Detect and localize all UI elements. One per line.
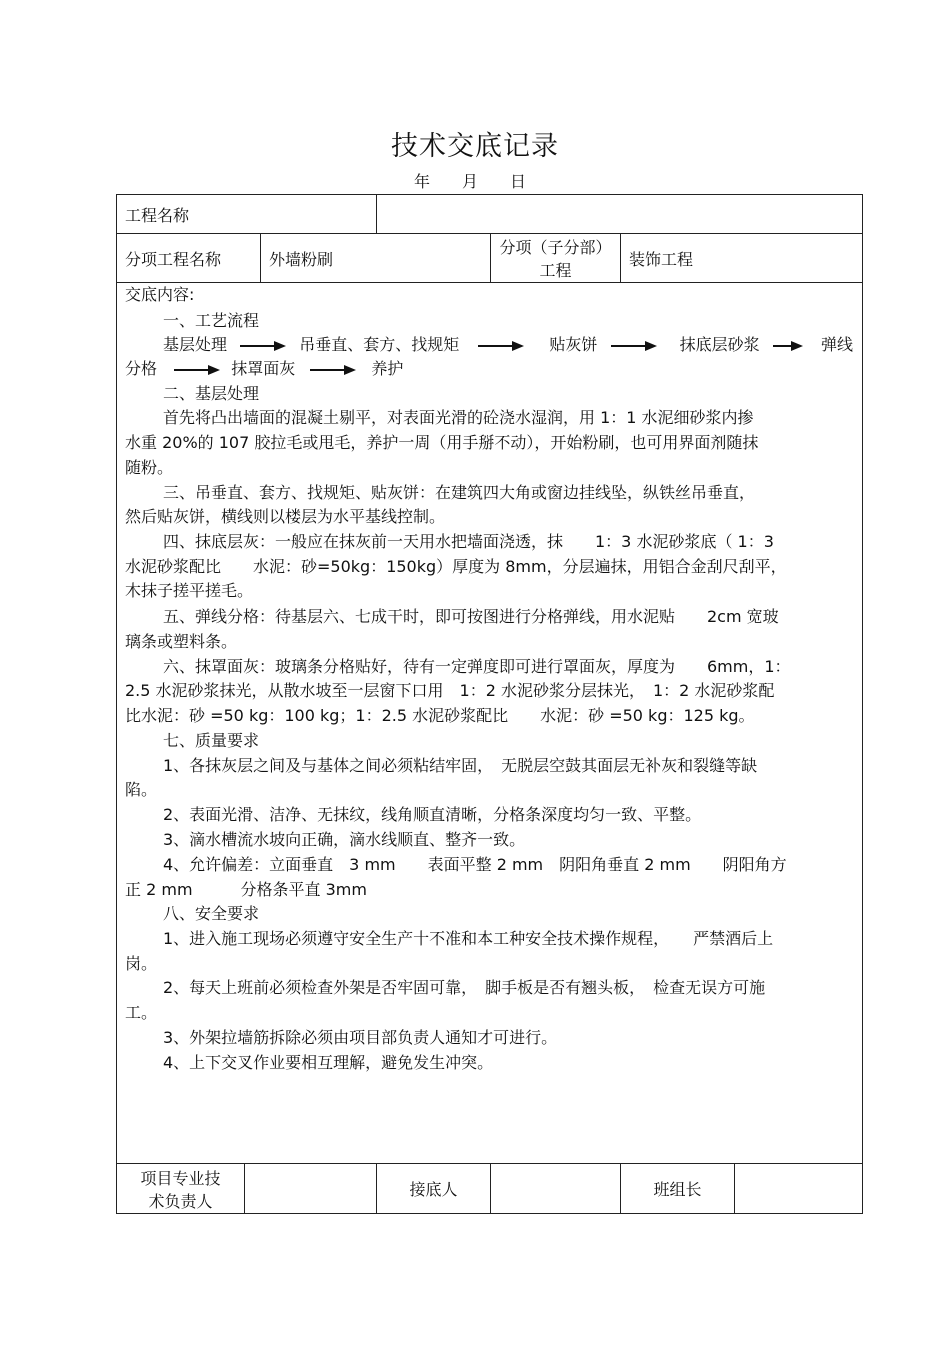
safety-item2-line2: 工。	[125, 1003, 158, 1022]
flow-step-base: 基层处理	[163, 335, 228, 354]
flow-step-divide: 分格	[125, 359, 158, 378]
section2-line3: 随粉。	[125, 458, 174, 477]
section4-line2: 水泥砂浆配比 水泥：砂=50kg：150kg）厚度为 8mm，分层遍抹，用铝合金刮尺刮平，	[125, 557, 787, 576]
section6-line3: 比水泥：砂 =50 kg：100 kg；1：2.5 水泥砂浆配比 水泥：砂 =50 kg：125 kg。	[125, 706, 755, 725]
arrow-icon	[773, 341, 803, 351]
section8-title: 八、安全要求	[163, 904, 260, 923]
project-name-value[interactable]	[377, 195, 863, 234]
section2-line1: 首先将凸出墙面的混凝土剔平，对表面光滑的砼浇水湿润，用 1：1 水泥细砂浆内掺	[163, 408, 754, 427]
content-heading: 交底内容:	[125, 285, 195, 304]
process-flow-line1	[163, 335, 853, 355]
subitem-name-label: 分项工程名称	[117, 234, 261, 283]
flow-step-finish-coat: 抹罩面灰	[231, 359, 296, 378]
subdivision-label-line2: 工程	[539, 261, 572, 280]
disclosure-content	[117, 283, 863, 1164]
process-flow-line2	[125, 359, 403, 379]
receiver-signature[interactable]	[491, 1164, 621, 1214]
arrow-icon	[310, 365, 356, 375]
process-flow-title: 一、工艺流程	[163, 311, 260, 330]
quality-item1-line2: 陷。	[125, 780, 158, 799]
tech-lead-signature[interactable]	[245, 1164, 377, 1214]
safety-item3: 3、外架拉墙筋拆除必须由项目部负责人通知才可进行。	[163, 1028, 558, 1047]
document-title: 技术交底记录	[391, 131, 559, 162]
arrow-icon	[611, 341, 657, 351]
safety-item1-line2: 岗。	[125, 954, 158, 973]
tech-lead-label-line2: 术负责人	[148, 1191, 213, 1211]
subdivision-label	[491, 234, 621, 283]
receiver-label: 接底人	[377, 1164, 491, 1214]
section5-line1: 五、弹线分格：待基层六、七成干时，即可按图进行分格弹线，用水泥贴 2cm 宽玻	[163, 607, 779, 626]
safety-item2-line1: 2、每天上班前必须检查外架是否牢固可靠， 脚手板是否有翘头板， 检查无误方可施	[163, 978, 766, 997]
subitem-name-value[interactable]: 外墙粉刷	[261, 234, 491, 283]
project-name-label: 工程名称	[117, 195, 377, 234]
section6-line2: 2.5 水泥砂浆抹光，从散水坡至一层窗下口用 1：2 水泥砂浆分层抹光， 1：2 水泥砂浆配	[125, 681, 775, 700]
subdivision-value[interactable]: 装饰工程	[621, 234, 863, 283]
section2-line2: 水重 20%的 107 胶拉毛或甩毛，养护一周（用手掰不动），开始粉刷，也可用界面剂随抹	[125, 433, 759, 452]
subdivision-label-line1: 分项（子分部）	[499, 238, 612, 257]
date-day-label: 日	[510, 172, 527, 191]
quality-item3: 3、滴水槽流水坡向正确，滴水线顺直、整齐一致。	[163, 830, 526, 849]
section3-line2: 然后贴灰饼，横线则以楼层为水平基线控制。	[125, 507, 446, 526]
arrow-icon	[478, 341, 524, 351]
flow-step-snap-line: 弹线	[820, 335, 853, 354]
flow-step-curing: 养护	[371, 359, 404, 378]
section7-title: 七、质量要求	[163, 731, 260, 750]
safety-item4: 4、上下交叉作业要相互理解，避免发生冲突。	[163, 1053, 494, 1072]
quality-item2: 2、表面光滑、洁净、无抹纹，线角顺直清晰，分格条深度均匀一致、平整。	[163, 805, 702, 824]
disclosure-table	[116, 194, 863, 1214]
quality-item4-line2: 正 2 mm 分格条平直 3mm	[125, 880, 367, 899]
section4-line1: 四、抹底层灰：一般应在抹灰前一天用水把墙面浇透，抹 1：3 水泥砂浆底（ 1：3	[163, 532, 774, 551]
section6-line1: 六、抹罩面灰：玻璃条分格贴好，待有一定弹度即可进行罩面灰，厚度为 6mm，1：	[163, 657, 791, 676]
team-leader-signature[interactable]	[735, 1164, 863, 1214]
tech-lead-label-line1: 项目专业技	[140, 1168, 221, 1188]
date-year-label: 年	[414, 172, 431, 191]
flow-step-base-mortar: 抹底层砂浆	[679, 335, 760, 354]
team-leader-label: 班组长	[621, 1164, 735, 1214]
section4-line3: 木抹子搓平搓毛。	[125, 581, 254, 600]
section3-line1: 三、吊垂直、套方、找规矩、贴灰饼：在建筑四大角或窗边挂线坠，纵铁丝吊垂直，	[163, 483, 756, 502]
arrow-icon	[174, 365, 220, 375]
section2-title: 二、基层处理	[163, 384, 260, 403]
date-month-label: 月	[462, 172, 479, 191]
quality-item4-line1: 4、允许偏差：立面垂直 3 mm 表面平整 2 mm 阴阳角垂直 2 mm 阴阳角方	[163, 855, 787, 874]
flow-step-plaster-cake: 贴灰饼	[549, 335, 598, 354]
flow-step-align: 吊垂直、套方、找规矩	[299, 335, 460, 354]
tech-lead-label	[117, 1164, 245, 1214]
section5-line2: 璃条或塑料条。	[125, 632, 238, 651]
quality-item1-line1: 1、各抹灰层之间及与基体之间必须粘结牢固， 无脱层空鼓其面层无补灰和裂缝等缺	[163, 756, 758, 775]
arrow-icon	[240, 341, 286, 351]
safety-item1-line1: 1、进入施工现场必须遵守安全生产十不准和本工种安全技术操作规程， 严禁酒后上	[163, 929, 774, 948]
